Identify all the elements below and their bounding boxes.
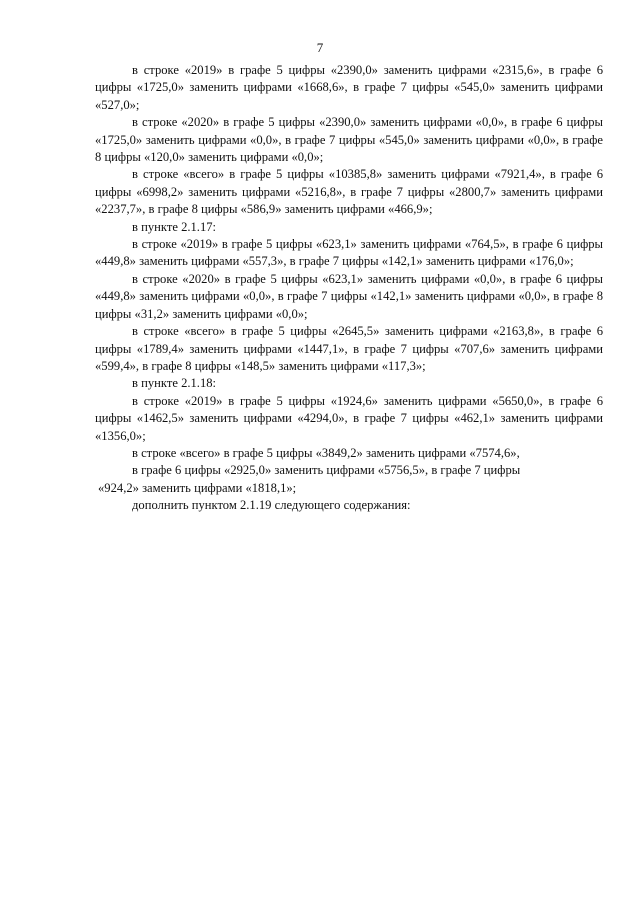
paragraph-2019-row-3: в строке «2019» в графе 5 цифры «1924,6» заменить цифрами «5650,0», в графе 6 цифры «1462,5» заменить цифрами «4294,0», в графе 7 цифры «462,1» заменить цифрами «1356,0»; bbox=[95, 393, 603, 443]
document-body bbox=[95, 62, 603, 515]
paragraph-total-row-3 bbox=[95, 445, 603, 497]
paragraph-total-row-1: в строке «всего» в графе 5 цифры «10385,8» заменить цифрами «7921,4», в графе 6 цифры «6998,2» заменить цифрами «5216,8», в графе 7 цифры «2800,7» заменить цифрами «2237,7», в графе 8 цифры «586,9» заменить цифрами «466,9»; bbox=[95, 167, 603, 217]
paragraph-point-2-1-17: в пункте 2.1.17: bbox=[132, 219, 217, 234]
paragraph-2020-row-1: в строке «2020» в графе 5 цифры «2390,0» заменить цифрами «0,0», в графе 6 цифры «1725,0» заменить цифрами «0,0», в графе 7 цифры «545,0» заменить цифрами «0,0», в графе 8 цифры «120,0» заменить цифрами «0,0»; bbox=[95, 115, 603, 165]
total-row-3-line-1: в строке «всего» в графе 5 цифры «3849,2» заменить цифрами «7574,6», bbox=[132, 445, 520, 460]
total-row-3-line-3: «924,2» заменить цифрами «1818,1»; bbox=[98, 480, 297, 495]
paragraph-2020-row-2: в строке «2020» в графе 5 цифры «623,1» заменить цифрами «0,0», в графе 6 цифры «449,8» заменить цифрами «0,0», в графе 7 цифры «142,1» заменить цифрами «0,0», в графе 8 цифры «31,2» заменить цифрами «0,0»; bbox=[95, 271, 603, 321]
paragraph-add-point-2-1-19: дополнить пунктом 2.1.19 следующего содержания: bbox=[132, 498, 411, 513]
total-row-3-line-2: в графе 6 цифры «2925,0» заменить цифрами «5756,5», в графе 7 цифры bbox=[132, 463, 521, 478]
paragraph-2019-row-2: в строке «2019» в графе 5 цифры «623,1» заменить цифрами «764,5», в графе 6 цифры «449,8» заменить цифрами «557,3», в графе 7 цифры «142,1» заменить цифрами «176,0»; bbox=[95, 237, 603, 269]
paragraph-total-row-2: в строке «всего» в графе 5 цифры «2645,5» заменить цифрами «2163,8», в графе 6 цифры «1789,4» заменить цифрами «1447,1», в графе 7 цифры «707,6» заменить цифрами «599,4», в графе 8 цифры «148,5» заменить цифрами «117,3»; bbox=[95, 324, 603, 373]
paragraph-point-2-1-18: в пункте 2.1.18: bbox=[132, 376, 217, 391]
paragraph-2019-row-1: в строке «2019» в графе 5 цифры «2390,0» заменить цифрами «2315,6», в графе 6 цифры «1725,0» заменить цифрами «1668,6», в графе 7 цифры «545,0» заменить цифрами «527,0»; bbox=[95, 63, 603, 112]
page-number: 7 bbox=[316, 40, 324, 55]
